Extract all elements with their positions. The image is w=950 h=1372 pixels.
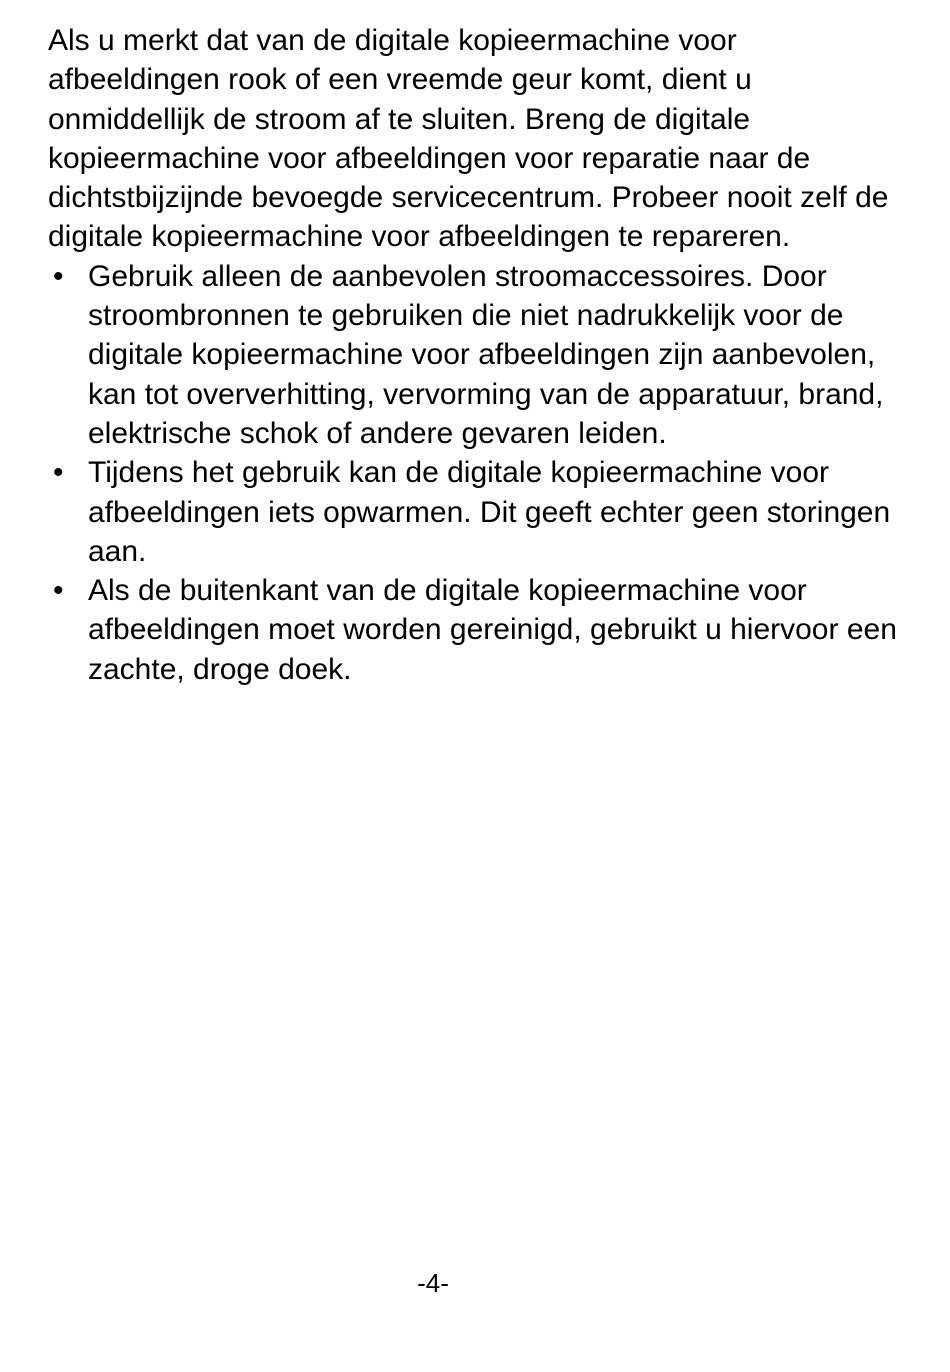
bullet-text: Tijdens het gebruik kan de digitale kopieermachine voor afbeeldingen iets opwarmen. Dit geeft echter geen storingen aan. [88, 456, 891, 568]
bullet-dot-icon: • [53, 259, 64, 293]
page-content [48, 21, 908, 689]
bullet-text: Gebruik alleen de aanbevolen stroomaccessoires. Door stroombronnen te gebruiken die niet nadrukkelijk voor de digitale kopieermachine voor afbeeldingen zijn aanbevolen, kan tot oververhitting, vervorming van de apparatuur, brand, elektrische schok of andere gevaren leiden. [88, 259, 884, 450]
bullet-dot-icon: • [53, 574, 64, 608]
bullet-text: Als de buitenkant van de digitale kopieermachine voor afbeeldingen moet worden gereinigd, gebruikt u hiervoor een zachte, droge doek. [88, 574, 897, 686]
page-number: -4- [417, 1268, 449, 1298]
bullet-item-power-accessories [48, 257, 908, 453]
bullet-item-cleaning [48, 571, 908, 689]
bullet-item-warming [48, 453, 908, 571]
intro-paragraph: Als u merkt dat van de digitale kopieermachine voor afbeeldingen rook of een vreemde geur komt, dient u onmiddellijk de stroom af te sluiten. Breng de digitale kopieermachine voor afbeeldingen voor reparatie naar de dichtstbijzijnde bevoegde servicecentrum. Probeer nooit zelf de digitale kopieermachine voor afbeeldingen te repareren. [48, 24, 889, 254]
bullet-dot-icon: • [53, 456, 64, 490]
safety-bullet-list [48, 257, 908, 689]
